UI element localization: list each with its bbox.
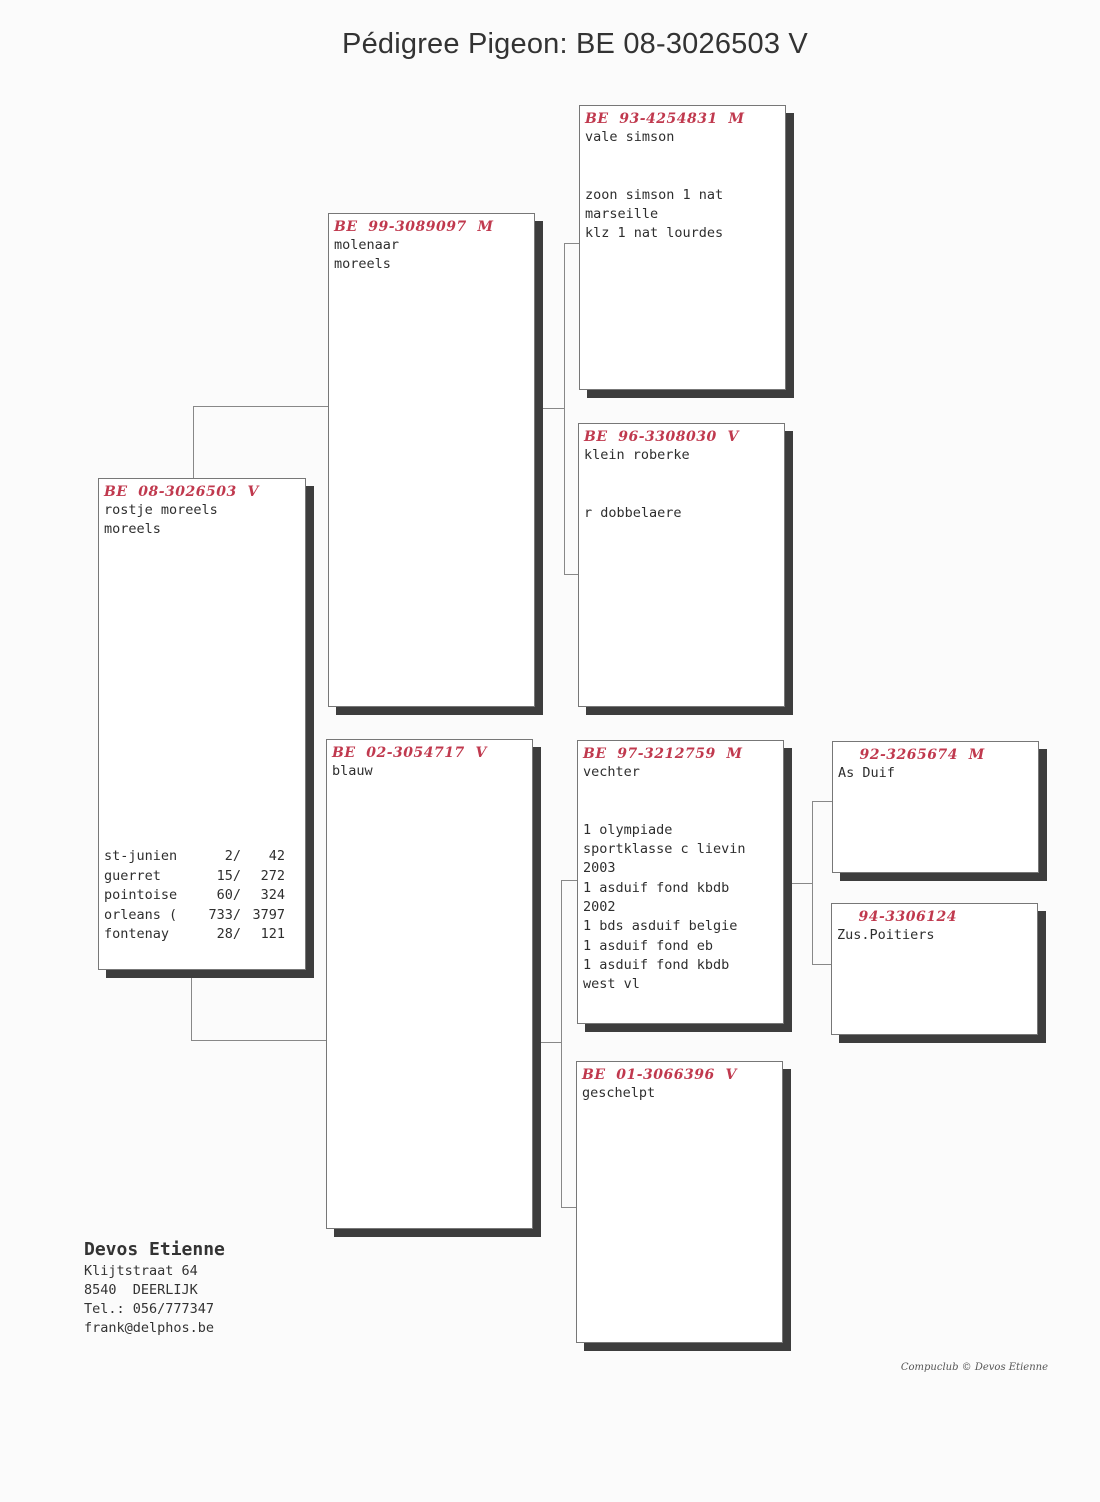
owner-email: frank@delphos.be <box>84 1320 215 1336</box>
pigeon-info: 1 asduif fond kbdb <box>583 879 730 896</box>
result-row: pointoise 60/ 324 <box>104 887 285 904</box>
pigeon-name: klein roberke <box>584 447 690 463</box>
connector-father-stub <box>543 408 564 409</box>
pedigree-box-mff <box>832 741 1039 873</box>
pigeon-info: moreels <box>104 521 161 538</box>
pedigree-box-mm <box>576 1061 783 1343</box>
pigeon-info: 1 olympiade <box>583 821 673 838</box>
owner-street: Klijtstraat 64 <box>84 1263 198 1279</box>
pigeon-info: r dobbelaere <box>584 504 682 521</box>
pigeon-name: As Duif <box>838 765 895 781</box>
pigeon-info: 1 bds asduif belgie <box>583 918 738 935</box>
pedigree-box-father <box>328 213 535 707</box>
pigeon-info: 1 asduif fond eb <box>583 937 714 954</box>
ring-number: BE 99-3089097 M <box>334 219 494 235</box>
pigeon-info: sportklasse c lievin <box>583 841 746 858</box>
pigeon-info: 1 asduif fond kbdb <box>583 956 730 973</box>
pigeon-name: vechter <box>583 764 640 780</box>
owner-name: Devos Etienne <box>84 1239 225 1260</box>
pigeon-name: blauw <box>332 763 373 779</box>
page-title: Pédigree Pigeon: BE 08-3026503 V <box>342 28 808 60</box>
connector-subject-father <box>193 406 329 479</box>
pigeon-name: geschelpt <box>582 1085 656 1101</box>
ring-number: BE 96-3308030 V <box>584 429 739 445</box>
owner-phone: Tel.: 056/777347 <box>84 1301 215 1317</box>
pigeon-info: marseille <box>585 206 659 223</box>
result-row: fontenay 28/ 121 <box>104 926 285 943</box>
ring-number: 92-3265674 M <box>838 747 985 763</box>
result-row: guerret 15/ 272 <box>104 867 285 884</box>
ring-number: BE 93-4254831 M <box>585 111 745 127</box>
pigeon-info: west vl <box>583 976 640 993</box>
footer-credit: Compuclub © Devos Etienne <box>900 1362 1048 1373</box>
pigeon-name: molenaar <box>334 237 400 253</box>
pedigree-box-mfm <box>831 903 1038 1035</box>
pedigree-box-mf <box>577 740 784 1024</box>
pigeon-info: 2002 <box>583 899 616 916</box>
ring-number: 94-3306124 <box>837 909 957 925</box>
connector-subject-mother <box>191 978 327 1041</box>
pigeon-name: Zus.Poitiers <box>837 927 935 943</box>
owner-city: 8540 DEERLIJK <box>84 1282 198 1298</box>
pigeon-info: zoon simson 1 nat <box>585 186 724 203</box>
connector-mf-stub <box>792 883 812 884</box>
pedigree-box-mother <box>326 739 533 1229</box>
pedigree-box-fm <box>578 423 785 707</box>
ring-number: BE 97-3212759 M <box>583 746 743 762</box>
pigeon-name: rostje moreels <box>104 502 218 518</box>
connector-mf-bracket <box>812 801 833 965</box>
result-row: orleans ( 733/ 3797 <box>104 906 285 923</box>
pedigree-box-ff <box>579 105 786 390</box>
pigeon-info: klz 1 nat lourdes <box>585 225 724 242</box>
pedigree-box-subject <box>98 478 306 970</box>
results-list <box>104 847 285 945</box>
pigeon-name: vale simson <box>585 129 675 145</box>
connector-mother-stub <box>540 1042 561 1043</box>
ring-number: BE 02-3054717 V <box>332 745 487 761</box>
result-row: st-junien 2/ 42 <box>104 848 285 864</box>
pigeon-info: moreels <box>334 256 391 273</box>
owner-block <box>84 1238 225 1338</box>
connector-mother-bracket <box>561 880 577 1208</box>
ring-number: BE 08-3026503 V <box>104 484 259 500</box>
connector-father-bracket <box>564 243 579 575</box>
pigeon-info: 2003 <box>583 860 616 877</box>
ring-number: BE 01-3066396 V <box>582 1067 737 1083</box>
